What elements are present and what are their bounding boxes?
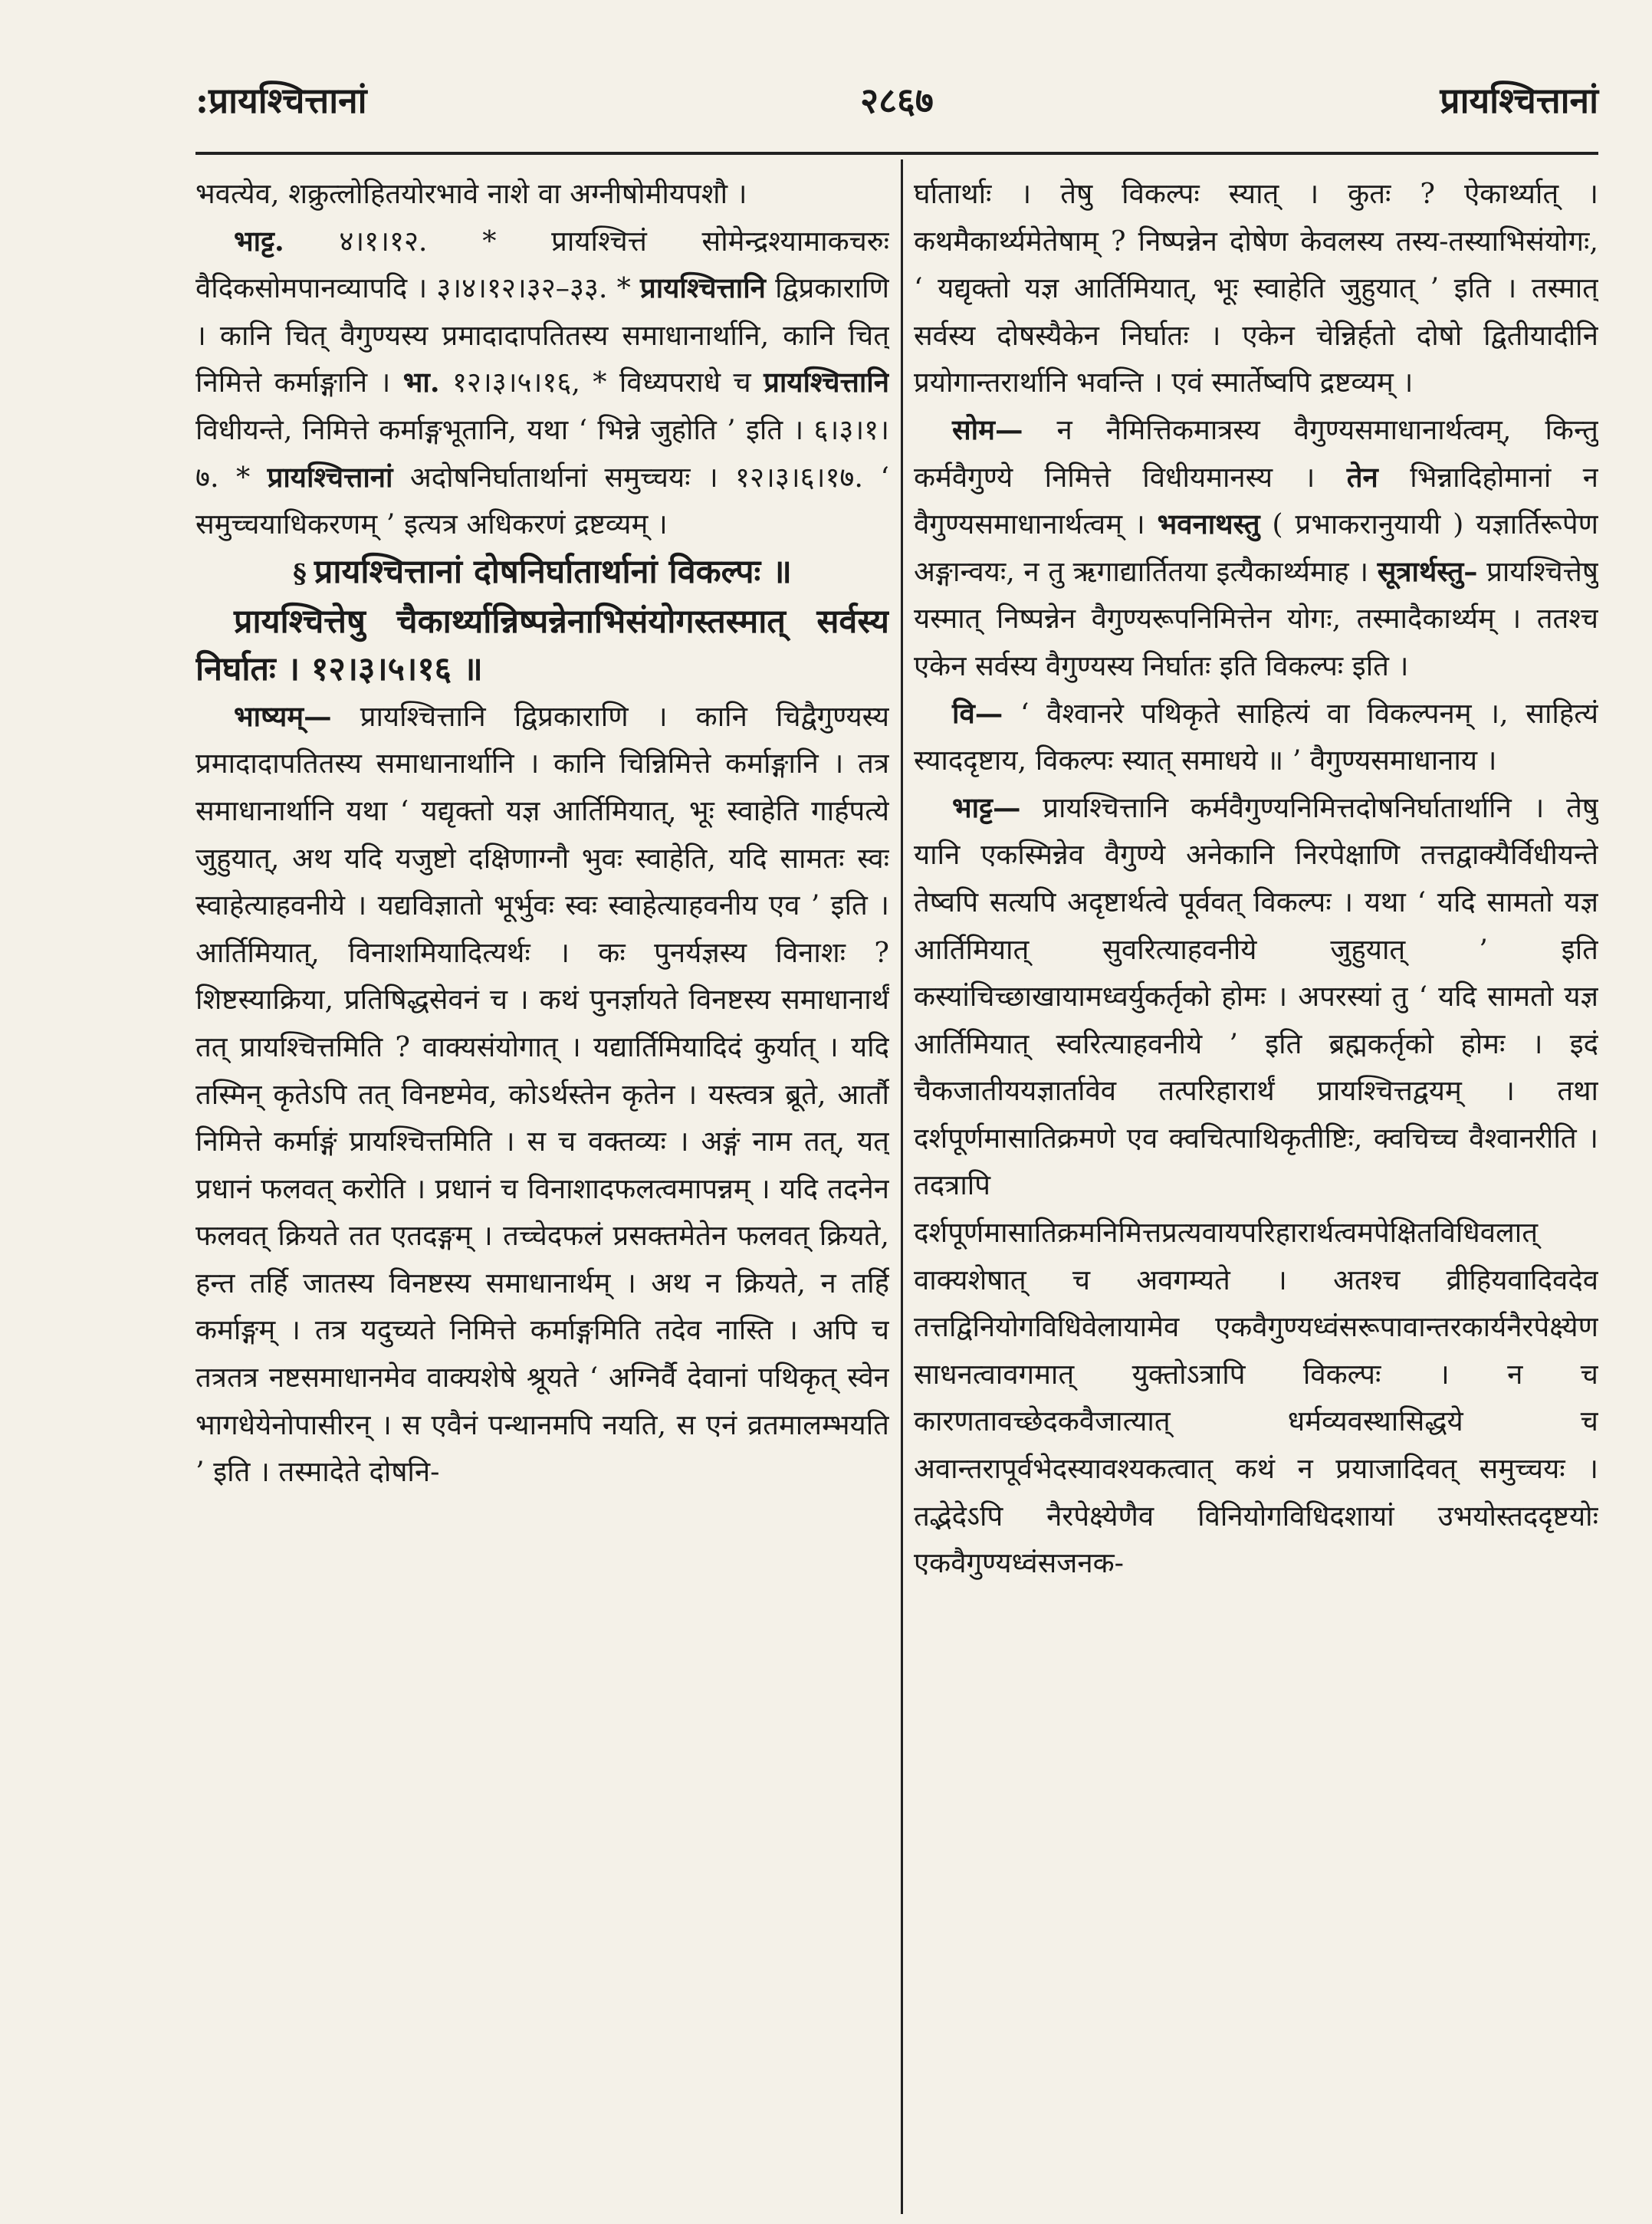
left-p2-bold-4: प्रायश्चित्तानां <box>267 460 393 494</box>
left-paragraph-1 <box>195 170 889 218</box>
header-right-title: प्रायश्चित्तानां <box>1440 80 1598 121</box>
left-p2-bold-2: भा. <box>402 366 440 399</box>
left-p1-text: भवत्येव, शक्रुत्लोहितयोरभावे नाशे वा अग्नीषोमीयपशौ । <box>195 177 747 210</box>
header-left-title: :प्रायश्चित्तानां <box>195 80 367 121</box>
soma-text-a: न नैमित्तिकमात्रस्य वैगुण्यसमाधानार्थत्वम्, किन्तु कर्मवैगुण्ये निमित्ते विधीयमानस्य । <box>914 412 1598 494</box>
bhashya-label: भाष्यम्— <box>234 699 332 733</box>
left-p2-text-e: विधीयन्ते, निमित्ते कर्माङ्गभूतानि, यथा ‘ भिन्ने जुहोति ’ इति । ६।३।१।७. * <box>195 412 889 494</box>
bhatta-text: प्रायश्चित्तानि कर्मवैगुण्यनिमित्तदोषनिर्घातार्थानि । तेषु यानि एकस्मिन्नेव वैगुण्ये अनेकानि निरपेक्षाणि तत्तद्वाक्यैर्विधीयन्ते तेष्वपि सत्यपि अदृष्टार्थत्वे पूर्ववत् विकल्पः । यथा ‘ यदि सामतो यज्ञ आर्तिमियात् सुवरित्याहवनीये जुहुयात् ’ इति कस्यांचिच्छाखायामध्वर्युकर्तृको होमः । अपरस्यां तु ‘ यदि सामतो यज्ञ आर्तिमियात् स्वरित्याहवनीये ’ इति ब्रह्मकर्तृको होमः । इदं चैकजातीययज्ञार्तावेव तत्परिहारार्थं प्रायश्चित्तद्वयम् । तथा दर्शपूर्णमासातिक्रमणे एव क्वचित्पाथिकृतीष्टिः, क्वचिच्च वैश्वानरीति । तदत्रापि दर्शपूर्णमासातिक्रमनिमित्तप्रत्यवायपरिहारार्थत्वमपेक्षितविधिवलात् वाक्यशेषात् च अवगम्यते । अतश्च व्रीहियवादिवदेव तत्तद्विनियोगविधिवेलायामेव एकवैगुण्यध्वंसरूपावान्तरकार्यनैरपेक्ष्येण साधनत्वावगमात् युक्तोऽत्रापि विकल्पः । न च कारणतावच्छेदकवैजात्यात् धर्मव्यवस्थासिद्धये च अवान्तरापूर्वभेदस्यावश्यकत्वात् कथं न प्रयाजादिवत् समुच्चयः । तद्भेदेऽपि नैरपेक्ष्येणैव विनियोगविधिदशायां उभयोस्तददृष्टयोः एकवैगुण्यध्वंसजनक- <box>914 790 1598 1580</box>
left-p2-text-f: अदोषनिर्घातार्थानां समुच्चयः । १२।३।६।१७. ‘ समुच्चयाधिकरणम् ’ इत्यत्र अधिकरणं द्रष्टव्यम् । <box>195 460 889 541</box>
right-column <box>914 170 1598 2194</box>
bhatta-paragraph <box>914 784 1598 1587</box>
soma-bold-f: सूत्रार्थस्तु– <box>1377 554 1478 588</box>
soma-text-c: भिन्नादिहोमानां न वैगुण्यसमाधानार्थत्वम् । <box>914 460 1598 541</box>
soma-text-e: ( प्रभाकरानुयायी ) यज्ञार्तिरूपेण अङ्गान्वयः, न तु ऋगाद्यार्तितया इत्यैकार्थ्यमाह । <box>914 508 1598 588</box>
soma-text-g: प्रायश्चित्तेषु यस्मात् निष्पन्नेन वैगुण्यरूपनिमित्तेन योगः, तस्मादैकार्थ्यम् । ततश्च एकेन सर्वस्य वैगुण्यस्य निर्घातः इति विकल्पः इति । <box>914 554 1598 682</box>
column-divider <box>901 159 903 2214</box>
sutra-text: प्रायश्चित्तेषु चैकार्थ्यान्निष्पन्नेनाभिसंयोगस्तस्मात् सर्वस्य निर्घातः । १२।३।५।१६ ॥ <box>195 602 889 688</box>
heading-text: प्रायश्चित्तानां दोषनिर्घातार्थानां विकल्पः ॥ <box>314 552 792 591</box>
left-p2-text-c: द्विप्रकाराणि । कानि चित् वैगुण्यस्य प्रमादादापतितस्य समाधानार्थानि, कानि चित् निमित्ते कर्माङ्गानि । <box>195 271 889 399</box>
vi-paragraph <box>914 690 1598 784</box>
bhatta-ref-label: भाट्ट. <box>234 224 284 258</box>
page-header <box>195 69 1598 130</box>
left-paragraph-2 <box>195 218 889 548</box>
soma-bold-d: भवनाथस्तु <box>1157 508 1260 541</box>
left-column <box>195 170 889 2194</box>
vi-label: वि— <box>952 696 1003 730</box>
adhikarana-heading <box>195 548 889 598</box>
header-rule <box>195 152 1598 155</box>
left-p2-bold-1: प्रायश्चित्तानि <box>640 271 766 305</box>
left-p2-text: ४।१।१२. * प्रायश्चित्तं सोमेन्द्रश्यामाकचरुः वैदिकसोमपानव्यापदि । ३।४।१२।३२–३३. * <box>195 224 889 305</box>
vi-text: ‘ वैश्वानरे पथिकृते साहित्यं वा विकल्पनम् ।, साहित्यं स्याददृष्टाय, विकल्पः स्यात् समाधये ॥ ’ वैगुण्यसमाधानाय । <box>914 696 1598 777</box>
soma-label: सोम— <box>952 412 1023 446</box>
left-p2-text-d: १२।३।५।१६, * विध्यपराधे च <box>452 366 751 399</box>
soma-paragraph <box>914 406 1598 690</box>
bhashya-paragraph <box>195 693 889 1496</box>
section-mark-icon: § <box>293 558 307 590</box>
soma-bold-b: तेन <box>1346 460 1378 494</box>
left-p2-bold-3: प्रायश्चित्तानि <box>764 366 889 399</box>
right-paragraph-1: र्घातार्थाः । तेषु विकल्पः स्यात् । कुतः ? ऐकार्थ्यात् । कथमैकार्थ्यमेतेषाम् ? निष्पन्नेन दोषेण केवलस्य तस्य-तस्याभिसंयोगः, ‘ यद्यृक्तो यज्ञ आर्तिमियात्, भूः स्वाहेति जुहुयात् ’ इति । तस्मात् सर्वस्य दोषस्यैकेन निर्घातः । एकेन चेन्निर्हतो दोषो द्वितीयादीनि प्रयोगान्तरार्थानि भवन्ति । एवं स्मार्तेष्वपि द्रष्टव्यम् । <box>914 177 1598 399</box>
bhatta-label: भाट्ट— <box>952 790 1021 824</box>
page-number: २८६७ <box>860 80 934 121</box>
bhashya-text: प्रायश्चित्तानि द्विप्रकाराणि । कानि चिद्वैगुण्यस्य प्रमादादापतितस्य समाधानार्थानि । कानि चिन्निमित्ते कर्माङ्गानि । तत्र समाधानार्थानि यथा ‘ यद्यृक्तो यज्ञ आर्तिमियात्, भूः स्वाहेति गार्हपत्ये जुहुयात्, अथ यदि यजुष्टो दक्षिणाग्नौ भुवः स्वाहेति, यदि सामतः स्वः स्वाहेत्याहवनीये । यद्यविज्ञातो भूर्भुवः स्वः स्वाहेत्याहवनीय एव ’ इति । आर्तिमियात्, विनाशमियादित्यर्थः । कः पुनर्यज्ञस्य विनाशः ? शिष्टस्याक्रिया, प्रतिषिद्धसेवनं च । कथं पुनर्ज्ञायते विनष्टस्य समाधानार्थं तत् प्रायश्चित्तमिति ? वाक्यसंयोगात् । यद्यार्तिमियादिदं कुर्यात् । यदि तस्मिन् कृतेऽपि तत् विनष्टमेव, कोऽर्थस्तेन कृतेन । यस्त्वत्र ब्रूते, आर्तौ निमित्ते कर्माङ्गं प्रायश्चित्तमिति । स च वक्तव्यः । अङ्गं नाम तत्, यत् प्रधानं फलवत् करोति । प्रधानं च विनाशादफलत्वमापन्नम् । यदि तदनेन फलवत् क्रियते तत एतदङ्गम् । तच्चेदफलं प्रसक्तमेतेन फलवत् क्रियते, हन्त तर्हि जातस्य विनष्टस्य समाधानार्थम् । अथ न क्रियते, न तर्हि कर्माङ्गम् । तत्र यदुच्यते निमित्ते कर्माङ्गमिति तदेव नास्ति । अपि च तत्रतत्र नष्टसमाधानमेव वाक्यशेषे श्रूयते ‘ अग्निर्वै देवानां पथिकृत् स्वेन भागधेयेनोपासीरन् । स एवैनं पन्थानमपि नयति, स एनं व्रतमालम्भयति ’ इति । तस्मादेते दोषनि- <box>195 699 889 1489</box>
